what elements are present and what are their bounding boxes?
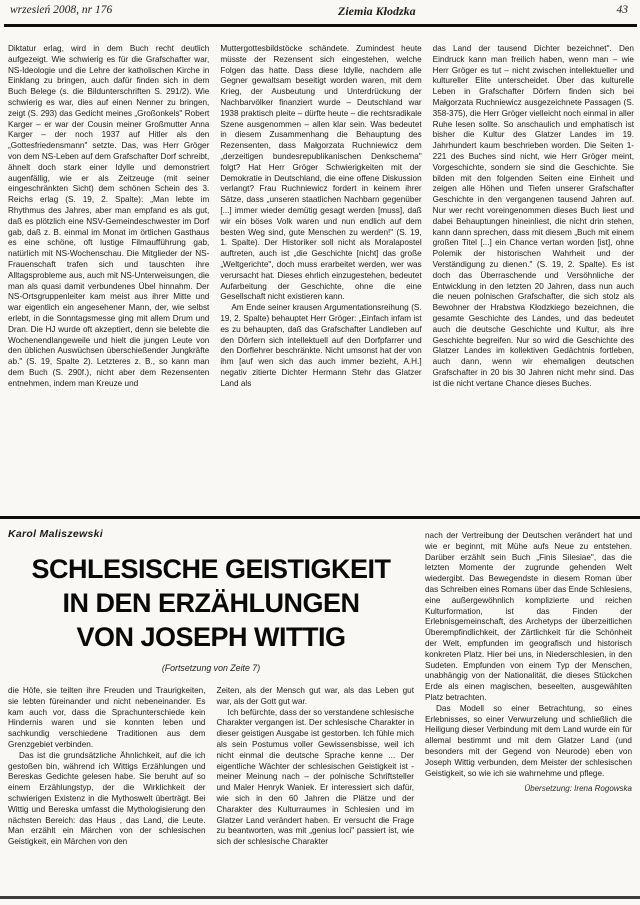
top-text-section	[8, 44, 634, 515]
section-divider-rule	[0, 516, 640, 519]
article-title-line: IN DEN ERZÄHLUNGEN	[62, 588, 360, 618]
page-bottom-rule	[0, 896, 640, 899]
header-journal-title: Ziemia Kłodzka	[338, 4, 416, 18]
top-column-3	[433, 44, 634, 515]
translation-credit: Übersetzung: Irena Rogowska	[524, 784, 632, 794]
header-page-number: 43	[616, 4, 628, 16]
article-title	[8, 552, 414, 654]
article-title-line: VON JOSEPH WITTIG	[76, 622, 346, 652]
paragraph: Das ist die grundsätzliche Ähnlichkeit, auf die ich gestoßen bin, während ich Wittigs Erzählungen und Bereskas Gedichte gelesen habe. Sie beruht auf so einem Erzählungstyp, der die Wirklichkeit der schwierigen Existenz in die Mythoswelt überträgt. Bei Wittig und Bereska umfasst die Mythologisierung den nächsten Bereich: das Haus , das Land, die Leute. Man erzählt ein Märchen von der schlesischen Geistigkeit, ein Märchen von den	[8, 750, 206, 847]
paragraph: die Höfe, sie teilten ihre Freuden und Traurigkeiten, sie lebten füreinander und nicht nebeneinander. Es kam auch vor, dass die Sprachunterschiede kein Hindernis waren und sie konnten leben und sachkundig verschiedene Traditionen aus dem Grenzgebiet verbinden.	[8, 686, 206, 749]
article-column-left	[8, 686, 206, 884]
article-block	[8, 528, 414, 884]
paragraph: nach der Vertreibung der Deutschen verändert hat und wie er beginnt, mit Mühe aufs Neue zu entstehen. Darüber erzählt sein Buch „Finis Silesiae", das die letzten Momente der zugrunde gehenden Welt wiedergibt. Das Bewegendste in diesem Roman über das Schreiben eines Romans über das Ende Schlesiens, eine außergewöhnlich komplizierte und reichen Kulturformation, ist das Finden der Erlebnisgemeinschaft, des Archetyps der überzeitlichen Überempfindlichkeit, der Zärtlichkeit für die Schönheit der Welt, empfunden im geografisch und historisch konkreten Platz. Hier bei uns, in Niederschlesien, in den Sudeten. Empfunden von einem Typ der Menschen, unabhängig von der Nationalität, die dieses Stückchen Erde als einen magischen, beseelten, ausgewählten Platz betrachten.	[425, 531, 632, 702]
article-column-middle	[217, 686, 415, 884]
article-author: Karol Maliszewski	[8, 528, 103, 540]
article-subtitle: (Fortsetzung von Zeite 7)	[161, 663, 261, 673]
header-rule	[4, 23, 637, 27]
article-title-line: SCHLESISCHE GEISTIGKEIT	[31, 554, 391, 584]
paragraph: Ich befürchte, dass der so verstandene schlesische Charakter vergangen ist. Der schlesische Charakter in dieser geistigen Ausgabe ist gestorben. Ich fühle mich als sein Postumus voller Gewissensbisse, weil ich nicht einmal die deutsche Sprache kenne ... Der eigentliche Wächter der schlesischen Geistigkeit ist - meiner Meinung nach – der polnische Schriftsteller und Maler Henryk Waniek. Er interessiert sich dafür, wie sich in den 60 Jahren die Plätze und der Charakter des Kulturraumes in Schlesien und im Glatzer Land verändert haben. Er versucht die Frage zu beantworten, was mit „genius loci" passiert ist, wie sich der schlesische Charakter	[216, 707, 414, 847]
paragraph: Diktatur erlag, wird in dem Buch recht deutlich aufgezeigt. Wie schwierig es für die Grafschafter war, NS-Ideologie und die Lehre der katholischen Kirche in Einklang zu bringen, auch dafür finden sich in dem Buch Belege (s. die Bildunterschriften S. 291/2). Wie schwierig es war, dies auf einen Nenner zu bringen, zeigt (S. 293) das Gedicht meines „Großonkels" Robert Karger – er war der Cousin meiner Großmutter Anna Karger – der noch 1937 auf Hitler als den „Gottesfriedensmann" setzte. Das, was Herr Gröger von dem NS-Leben auf dem Grafschafter Dorf schreibt, ähnelt doch stark einer Idylle und demonstriert augenfällig, wie er als Zeitzeuge (mit seiner eingeschränkten Sicht) dem schönen Schein des 3. Reichs erlag (S. 19, 2. Spalte): „Man lebte im Rhythmus des Jahres, aber man empfand es als gut, daß es plötzlich eine NSV-Gemeindeschwester im Dorf gab, daß z. B. einmal im Monat im örtlichen Gasthaus es eine schöne, oft lustige Filmaufführung gab, natürlich mit NS-Wochenschau. Die Mitglieder der NS-Frauenschaft trafen sich und tauschten ihre Alltagsprobleme aus, auch mit NS-Unterweisungen, die man als quasi damit verbundenes Übel hinnahm. Der NS-Ortsgruppenleiter kam meist aus ihrer Mitte und war eigentlich ein angesehener Mann, der, wie selbst erlebt, in die Sonntagsmesse ging mit allem Drum und Dran. Die HJ wurde oft akzeptiert, denn sie belebte die Wochenendlangeweile und hielt die jungen Leute von den üblichen Auswüchsen überschießender Jungkräfte ab." (S. 19, Spalte 2). Letzteres z. B., so kann man dem Buch (S. 290f.), nicht aber dem Rezensenten entnehmen, indem man Kreuze und	[8, 44, 210, 388]
article-columns	[8, 686, 414, 884]
paragraph: das Land der tausend Dichter bezeichnet". Den Eindruck kann man freilich haben, wenn man – wie Herr Gröger es tut – nicht zwischen intellektueller und kultureller Elite unterscheidet. Über das kulturelle Leben in Grafschafter Dörfern finden sich bei Małgorzata Ruchniewicz ausgezeichnete Passagen (S. 358-375), die Herr Gröger vielleicht noch einmal in aller Ruhe lesen sollte. So anschaulich und emphatisch ist bisher die Kultur des Glatzer Landes im 19. Jahrhundert kaum beschrieben worden. Die Seiten 1-221 des Buches sind nicht, wie Herr Gröger meint, Vorgeschichte, sondern sie sind die Geschichte. Sie bilden mit den folgenden Seiten eine Einheit und zeigen alle Höhen und Tiefen unserer Grafschafter Geschichte in den vergangenen tausend Jahren auf. Nur wer recht voreingenommen dieses Buch liest und dabei Behauptungen hineinliest, die nicht drin stehen, kann dann sprechen, dass mit diesem „Buch mit einem großen Titel [...] ein Chance vertan worden [ist], ohne Polemik der historischen Wahrheit und der Verständigung zu dienen." (S. 19, 2. Spalte). Es ist doch das Überraschende und Versöhnliche der Entwicklung in den letzten 20 Jahren, dass nun auch die neuen polnischen Grafschafter, die sich stolz als Bewohner der Hrabstwa Kłodzkiego bezeichnen, die gesamte Geschichte des Landes, und das bedeutet auch die deutsche Geschichte und Kultur, als ihre Geschichte begreifen. Nur so wird die Geschichte des Glatzer Landes im kollektiven Gedächtnis fortleben, auch dann, wenn wir ehemaligen deutschen Grafschafter in 20 bis 30 Jahren nicht mehr sind. Das ist die nicht vertane Chance dieses Buches.	[432, 44, 634, 388]
article-column-right	[425, 531, 632, 881]
paragraph: Muttergottesbildstöcke schändete. Zumindest heute müsste der Rezensent sich eingestehen, welche Folgen das hatte. Dass diese Idylle, nachdem alle Gegner gewaltsam beseitigt worden waren, mit dem Krieg, der Ausbeutung und Unterdrückung der Nachbarvölker finanziert wurde – Deutschland war 1938 praktisch pleite – dürfte heute – die rechtsradikale Szene ausgenommen – allen klar sein. Was bedeutet in diesem Zusammenhang die Behauptung des Rezensenten, dass Małgorzata Ruchniewicz dem „derzeitigen bundesrepublikanischen Denkschema" folgt? Hat Herr Gröger Schwierigkeiten mit der Demokratie in Deutschland, die eine offene Diskussion verlangt? Frau Ruchniewicz fordert in keinem ihrer Sätze, dass „unseren staatlichen Nachbarn gegenüber [...] immer wieder demütig gesagt werden [muss], daß wir ein böses Volk waren und nun endlich auf dem besten Weg sind, gute Menschen zu werden!" (S. 19, 1. Spalte). Der Historiker soll nicht als Moralapostel auftreten, auch ist „die Geschichte [nicht] das große „Weltgerichte", doch muss erarbeitet werden, wer was verursacht hat. Dieses ehrlich einzugestehen, bedeutet Aufarbeitung der Geschichte, ohne die eine Gesellschaft nicht existieren kann.	[220, 44, 422, 302]
top-column-2	[220, 44, 421, 515]
paragraph: Am Ende seiner krausen Argumentationsreihung (S. 19, 2. Spalte) behauptet Herr Gröger: „Einfach infam ist es zu behaupten, daß das Grafschafter Landleben auf den Dörfern sich intellektuell auf den Dorfpfarrer und den Dorflehrer beschränkte. Nicht umsonst hat der von ihm [auf wen sich das auch immer bezieht, A.H.] negativ zitierte Dichter Hermann Stehr das Glatzer Land als	[220, 303, 422, 388]
paragraph: Das Modell so einer Betrachtung, so eines Erlebnisses, so einer Verwurzelung und schließlich die Heiligung dieser Verbindung mit dem Land wurde ein für allemal bestimmt und mit dem Glatzer Land (und besonders mit der Gegend von Neurode) eben von Joseph Wittig verbunden, dem Meister der schlesischen Geistigkeit, so wie ich sie wahrnehme und pflege.	[425, 703, 632, 778]
header-issue-date: wrzesień 2008, nr 176	[10, 4, 113, 16]
paragraph: Zeiten, als der Mensch gut war, als das Leben gut war, als der Gott gut war.	[216, 686, 414, 706]
article-right-text	[425, 531, 632, 779]
top-column-1	[8, 44, 209, 515]
